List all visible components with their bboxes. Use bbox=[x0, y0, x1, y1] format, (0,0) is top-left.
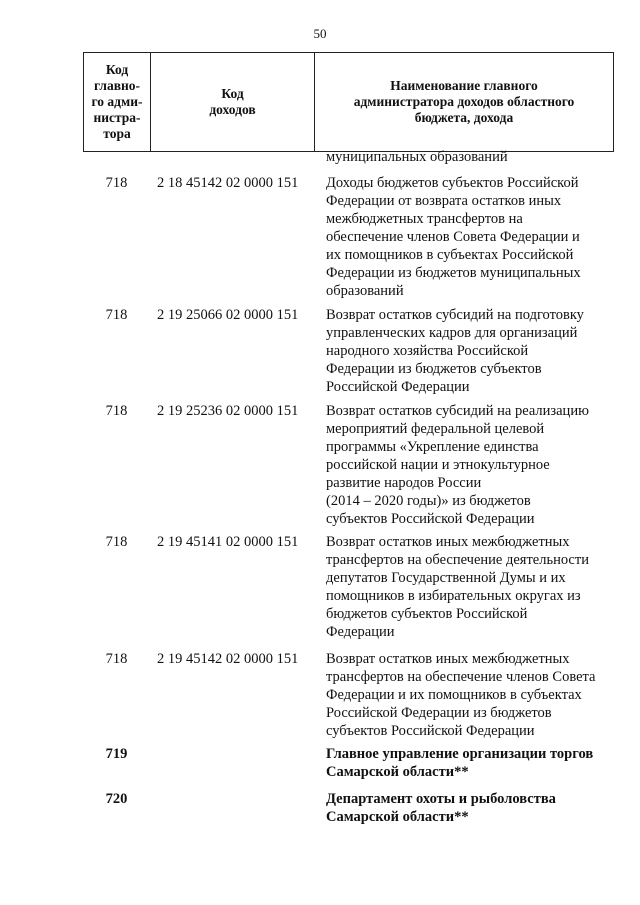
income-name: Доходы бюджетов субъектов Российской Федерации от возврата остатков иных межбюджетных трансфертов на обеспечение членов Совета Федерации и их помощников в субъектах Российской Федерации из бюджетов муниципальных образований bbox=[326, 175, 581, 299]
header-name: Наименование главного администратора доходов областного бюджета, дохода bbox=[353, 78, 575, 125]
income-code: 2 19 25236 02 0000 151 bbox=[157, 403, 299, 419]
income-name: Возврат остатков субсидий на подготовку управленческих кадров для организаций народного хозяйства Российской Федерации из бюджетов субъектов Российской Федерации bbox=[326, 307, 584, 395]
header-income-code: Код доходов bbox=[151, 53, 315, 151]
income-name: Возврат остатков субсидий на реализацию мероприятий федеральной целевой программы «Укрепление единства российской нации и этнокультурное развитие народов России (2014 – 2020 годы)» из бюджетов субъектов Российской Федерации bbox=[326, 403, 589, 527]
income-code: 2 19 45142 02 0000 151 bbox=[157, 651, 299, 667]
continuation-text: муниципальных образований bbox=[326, 149, 508, 165]
admin-code: 720 bbox=[105, 791, 128, 807]
income-name: Возврат остатков иных межбюджетных трансфертов на обеспечение деятельности депутатов Государственной Думы и их помощников в избирательных округах из бюджетов субъектов Российской Федерации bbox=[326, 534, 589, 640]
administrator-name: Главное управление организации торгов Самарской области** bbox=[326, 746, 594, 780]
income-name: Возврат остатков иных межбюджетных трансфертов на обеспечение членов Совета Федерации и их помощников в субъектах Российской Федерации из бюджетов субъектов Российской Федерации bbox=[326, 651, 596, 739]
admin-code: 718 bbox=[105, 307, 128, 323]
income-code: 2 19 45141 02 0000 151 bbox=[157, 534, 299, 550]
administrator-name: Департамент охоты и рыболовства Самарской области** bbox=[326, 791, 556, 825]
header-admin-code: Код главно- го адми- нистра- тора bbox=[84, 53, 151, 151]
admin-code: 718 bbox=[105, 534, 128, 550]
income-code: 2 18 45142 02 0000 151 bbox=[157, 175, 299, 191]
page-number: 50 bbox=[313, 26, 327, 41]
admin-code: 718 bbox=[105, 651, 128, 667]
admin-code: 718 bbox=[105, 175, 128, 191]
admin-code: 718 bbox=[105, 403, 128, 419]
income-code: 2 19 25066 02 0000 151 bbox=[157, 307, 299, 323]
admin-code: 719 bbox=[105, 746, 128, 762]
table-header bbox=[83, 52, 614, 152]
